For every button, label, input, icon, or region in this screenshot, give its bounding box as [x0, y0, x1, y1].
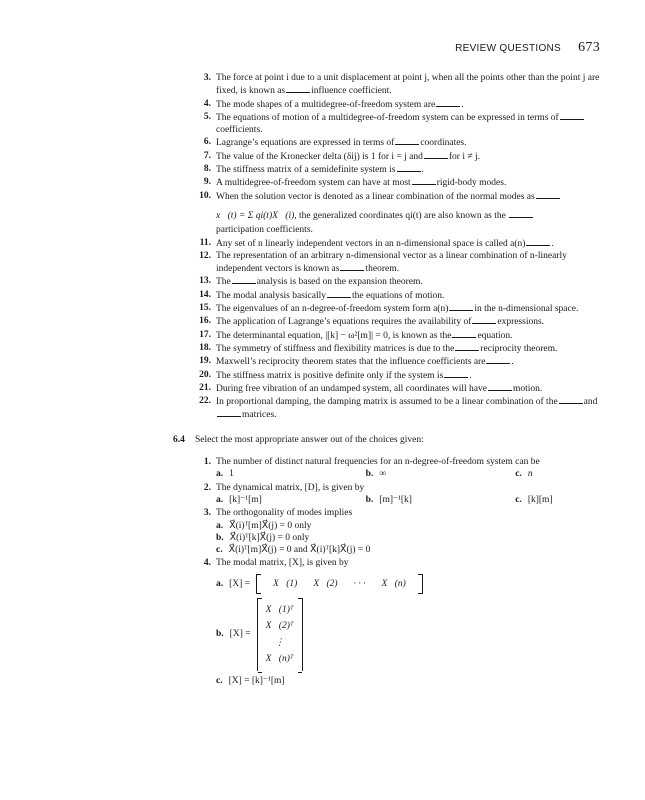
choice-c: c. n [515, 469, 533, 480]
question-22: 22. In proportional damping, the damping matrix is assumed to be a linear combination of the andmatrices. [199, 396, 598, 421]
row-matrix: X⃗(1) X⃗(2) · · · X⃗(n) [256, 574, 423, 594]
mcq-4: 4. The modal matrix, [X], is given by [203, 558, 349, 569]
mcq-1: 1. The number of distinct natural frequencies for an n-degree-of-freedom system can be [203, 457, 540, 468]
mcq-3: 3. The orthogonality of modes implies [203, 508, 353, 519]
choice-b: b. [m]⁻¹[k] [365, 494, 412, 505]
question-13: 13. The analysis is based on the expansion theorem. [199, 276, 423, 288]
question-20: 20. The stiffness matrix is positive definite only if the system is . [199, 369, 472, 381]
page-header [0, 40, 600, 56]
question-11: 11. Any set of n linearly independent vectors in an n-dimensional space is called a(n) . [199, 237, 554, 249]
answer-blank [340, 262, 364, 271]
mcq-2: 2. The dynamical matrix, [D], is given by [203, 482, 365, 493]
question-10: 10. When the solution vector is denoted as a linear combination of the normal modes as [173, 190, 605, 203]
answer-blank [397, 163, 421, 172]
answer-blank [217, 408, 241, 417]
answer-blank [509, 209, 533, 218]
q10-continuation: participation coefficients. [216, 225, 313, 236]
question-5: 5. The equations of motion of a multidegree-of-freedom system can be expressed in terms ofcoefficients. [173, 111, 605, 137]
question-15: 15. The eigenvalues of an n-degree-of-freedom system form a(n) in the n-dimensional space. [199, 303, 579, 315]
choice-a: a. 1 [216, 469, 234, 480]
question-14: 14. The modal analysis basically the equations of motion. [199, 289, 445, 301]
question-list [173, 72, 605, 687]
section-6-4-heading: 6.4 Select the most appropriate answer out of the choices given: [173, 434, 424, 445]
question-7: 7. The value of the Kronecker delta (δij) is 1 for i = j and for i ≠ j. [203, 150, 480, 162]
question-19: 19. Maxwell’s reciprocity theorem states that the influence coefficients are . [199, 356, 514, 368]
choice-c: c. X⃗(i)ᵀ[m]X⃗(j) = 0 and X⃗(i)ᵀ[k]X⃗(j) = 0 [216, 545, 371, 556]
choice-c: c. [k][m] [515, 494, 553, 505]
question-17: 17. The determinantal equation, |[k] − ω²[m]| = 0, is known as the equation. [199, 329, 513, 341]
answer-blank [286, 84, 310, 93]
answer-blank [559, 395, 583, 404]
column-matrix: X⃗(1)ᵀ X⃗(2)ᵀ ⋮ X⃗(n)ᵀ [257, 598, 303, 671]
choice-b: b. [X] = X⃗(1)ᵀ X⃗(2)ᵀ ⋮ X⃗(n)ᵀ [173, 598, 605, 671]
answer-blank [424, 150, 448, 159]
mcq-1-choices [173, 468, 605, 480]
choice-a: a. [X] = X⃗(1) X⃗(2) · · · X⃗(n) [173, 574, 605, 594]
answer-blank [436, 98, 460, 107]
answer-blank [536, 190, 560, 199]
q10-formula: x⃗(t) = Σ qi(t)X⃗(i), the generalized coordinates qi(t) are also known as the [173, 209, 605, 222]
question-18: 18. The symmetry of stiffness and flexibility matrices is due to the reciprocity theorem. [199, 342, 558, 354]
answer-blank [452, 329, 476, 338]
answer-blank [232, 275, 256, 284]
question-9: 9. A multidegree-of-freedom system can have at most rigid-body modes. [203, 177, 507, 189]
question-4: 4. The mode shapes of a multidegree-of-freedom system are . [203, 98, 464, 110]
running-title: REVIEW QUESTIONS [455, 43, 562, 54]
answer-blank [486, 355, 510, 364]
question-21: 21. During free vibration of an undamped system, all coordinates will have motion. [199, 382, 543, 394]
answer-blank [526, 237, 550, 246]
question-6: 6. Lagrange’s equations are expressed in terms of coordinates. [203, 137, 467, 149]
question-8: 8. The stiffness matrix of a semidefinite system is . [203, 164, 424, 176]
answer-blank [327, 289, 351, 298]
answer-blank [488, 382, 512, 391]
choice-b: b. X⃗(i)ᵀ[k]X⃗(j) = 0 only [216, 532, 310, 543]
answer-blank [472, 315, 496, 324]
choice-b: b. ∞ [365, 469, 387, 480]
answer-blank [455, 342, 479, 351]
choice-c: c. [X] = [k]⁻¹[m] [216, 676, 285, 687]
answer-blank [412, 176, 436, 185]
answer-blank [444, 369, 468, 378]
question-3: 3. The force at point i due to a unit displacement at point j, when all the points other than the point j are fixed, is known as influence coefficient. [203, 73, 600, 97]
answer-blank [395, 136, 419, 145]
mcq-2-choices [173, 494, 605, 506]
question-12: 12. The representation of an arbitrary n-dimensional vector as a linear combination of n-linearly independent vectors is known as theorem. [199, 250, 567, 275]
choice-a: a. [k]⁻¹[m] [216, 494, 262, 505]
answer-blank [560, 111, 584, 120]
choice-a: a. X⃗(i)ᵀ[m]X⃗(j) = 0 only [216, 520, 312, 531]
page-number: 673 [578, 40, 600, 55]
question-16: 16. The application of Lagrange’s equations requires the availability of expressions. [199, 316, 545, 328]
answer-blank [449, 302, 473, 311]
